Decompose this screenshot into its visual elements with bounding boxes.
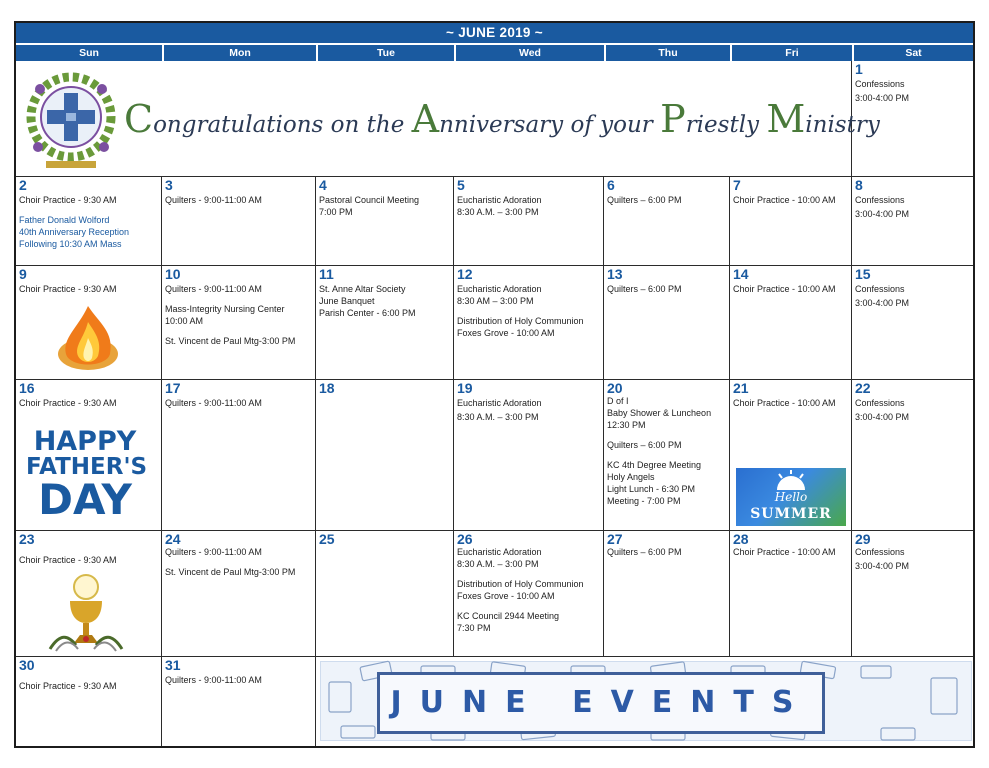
june-calendar [14,21,975,748]
day-number: 29 [855,531,871,547]
day-number: 14 [733,266,749,282]
event-text: Confessions [855,79,905,89]
initial-c: C [124,97,154,141]
event-text: Eucharistic Adoration [457,547,542,557]
day-header-fri: Fri [730,45,852,61]
day-number: 17 [165,380,181,396]
day-cell [454,531,604,657]
day-cell [454,380,604,531]
graphic-text: HAPPY [33,426,137,457]
day-number: 24 [165,531,181,547]
day-number: 8 [855,177,863,193]
event-text: Pastoral Council Meeting [319,195,420,205]
event-text: Quilters – 6:00 PM [607,195,682,205]
chalice-icon [46,573,126,653]
day-header-wed: Wed [454,45,604,61]
event-text: Quilters - 9:00-11:00 AM [165,195,262,205]
event-text: St. Anne Altar Society [319,284,406,294]
june-events-title: JUNE EVENTS [377,672,825,734]
day-cell [730,177,852,266]
day-header-thu: Thu [604,45,730,61]
day-number: 23 [19,531,35,547]
event-text: Quilters – 6:00 PM [607,440,682,450]
day-cell [162,531,316,657]
event-text: Choir Practice - 9:30 AM [19,398,117,408]
day-number: 30 [19,657,35,673]
day-cell [852,531,973,657]
sun-icon [771,470,811,490]
day-number: 20 [607,380,623,396]
day-header-row [16,45,973,61]
event-text: St. Vincent de Paul Mtg-3:00 PM [165,567,296,577]
congrats-text-1: ongratulations on the [153,112,412,138]
day-cell [852,380,973,531]
day-cell [730,266,852,380]
event-text: St. Vincent de Paul Mtg-3:00 PM [165,336,296,346]
event-text: 8:30 A.M. – 3:00 PM [457,559,539,569]
day-header-mon: Mon [162,45,316,61]
event-text: Light Lunch - 6:30 PM [607,484,696,494]
day-number: 15 [855,266,871,282]
event-text: Quilters – 6:00 PM [607,284,682,294]
calendar-title: ~ JUNE 2019 ~ [16,23,973,43]
day-cell [16,380,162,531]
event-text: Confessions [855,398,905,408]
event-text: Confessions [855,284,905,294]
initial-a: A [411,97,440,141]
day-cell [730,531,852,657]
anniversary-message [124,97,880,141]
day-cell [162,266,316,380]
event-text: Distribution of Holy Communion [457,579,584,589]
day-number: 2 [19,177,27,193]
event-text: Holy Angels [607,472,655,482]
congrats-text-2: nniversary of your [439,112,661,138]
day-number: 6 [607,177,615,193]
event-text: 8:30 AM – 3:00 PM [457,296,534,306]
day-cell [162,177,316,266]
graphic-text: DAY [38,475,132,524]
day-cell [16,657,162,746]
event-text: Confessions [855,547,905,557]
event-text: Eucharistic Adoration [457,398,542,408]
day-header-sun: Sun [79,47,99,59]
day-number: 18 [319,380,335,396]
day-cell [604,531,730,657]
congrats-text-4: inistry [805,112,880,138]
initial-m: M [766,97,806,141]
event-text: 10:00 AM [165,316,204,326]
event-text: Distribution of Holy Communion [457,316,584,326]
event-text: 40th Anniversary Reception [19,227,130,237]
day-number: 9 [19,266,27,282]
initial-p: P [660,97,686,141]
day-cell [316,266,454,380]
day-cell [604,177,730,266]
day-number: 22 [855,380,871,396]
hello-summer-graphic [736,468,846,526]
event-text: 3:00-4:00 PM [855,561,910,571]
event-text: Mass-Integrity Nursing Center [165,304,285,314]
event-text: Quilters - 9:00-11:00 AM [165,284,262,294]
event-text: KC 4th Degree Meeting [607,460,702,470]
event-text: 8:30 A.M. – 3:00 PM [457,412,539,422]
day-cell [316,177,454,266]
event-text: Quilters - 9:00-11:00 AM [165,398,262,408]
event-text: 3:00-4:00 PM [855,412,910,422]
event-text: 3:00-4:00 PM [855,209,910,219]
event-text: Parish Center - 6:00 PM [319,308,416,318]
event-text: Foxes Grove - 10:00 AM [457,591,555,601]
graphic-text: SUMMER [750,506,832,522]
event-text: Quilters – 6:00 PM [607,547,682,557]
day-cell [454,266,604,380]
graphic-text: FATHER'S [26,454,148,480]
day-number: 27 [607,531,623,547]
event-text: Father Donald Wolford [19,215,110,225]
day-number: 21 [733,380,749,396]
day-number: 25 [319,531,335,547]
day-number: 13 [607,266,623,282]
event-text: 3:00-4:00 PM [855,93,910,103]
day-cell [604,266,730,380]
event-text: 7:00 PM [319,207,353,217]
day-cell [454,177,604,266]
event-text: Choir Practice - 9:30 AM [19,555,117,565]
event-text: Choir Practice - 9:30 AM [19,681,117,691]
event-text: Meeting - 7:00 PM [607,496,681,506]
day-cell [730,380,852,531]
day-number: 1 [855,61,863,77]
day-number: 3 [165,177,173,193]
event-text: Quilters - 9:00-11:00 AM [165,675,262,685]
day-cell [852,177,973,266]
happy-fathers-day-graphic [26,426,148,524]
event-text: Quilters - 9:00-11:00 AM [165,547,262,557]
congrats-text-3: riestly [685,112,767,138]
day-cell [604,380,730,531]
event-text: Baby Shower & Luncheon [607,408,712,418]
event-text: 12:30 PM [607,420,646,430]
event-text: 8:30 A.M. – 3:00 PM [457,207,539,217]
event-text: Eucharistic Adoration [457,284,542,294]
event-text: Following 10:30 AM Mass [19,239,122,249]
day-number: 16 [19,380,35,396]
priestly-crest-icon [24,67,118,171]
event-text: June Banquet [319,296,375,306]
event-text: 7:30 PM [457,623,491,633]
day-cell [852,61,973,177]
day-cell [316,380,454,531]
event-text: Eucharistic Adoration [457,195,542,205]
day-cell [316,531,454,657]
day-cell [16,531,162,657]
event-text: Choir Practice - 10:00 AM [733,398,836,408]
event-text: Choir Practice - 10:00 AM [733,547,836,557]
day-number: 31 [165,657,181,673]
june-events-banner-cell [316,657,973,746]
day-number: 12 [457,266,473,282]
day-header-sat: Sat [852,45,973,61]
day-number: 28 [733,531,749,547]
day-cell [162,380,316,531]
day-cell [162,657,316,746]
june-events-banner [320,661,972,741]
day-number: 11 [319,266,334,282]
day-number: 19 [457,380,473,396]
day-number: 5 [457,177,465,193]
flame-icon [50,302,126,374]
day-number: 7 [733,177,741,193]
event-text: Choir Practice - 9:30 AM [19,284,117,294]
day-cell [16,177,162,266]
day-cell [852,266,973,380]
event-text: Choir Practice - 10:00 AM [733,284,836,294]
event-text: Confessions [855,195,905,205]
day-number: 26 [457,531,473,547]
event-text: D of I [607,396,629,406]
event-text: 3:00-4:00 PM [855,298,910,308]
event-text: Foxes Grove - 10:00 AM [457,328,555,338]
day-cell [16,266,162,380]
graphic-text: Hello [774,490,808,504]
event-text: KC Council 2944 Meeting [457,611,560,621]
day-number: 4 [319,177,327,193]
event-text: Choir Practice - 10:00 AM [733,195,836,205]
day-header-tue: Tue [316,45,454,61]
day-number: 10 [165,266,181,282]
event-text: Choir Practice - 9:30 AM [19,195,117,205]
